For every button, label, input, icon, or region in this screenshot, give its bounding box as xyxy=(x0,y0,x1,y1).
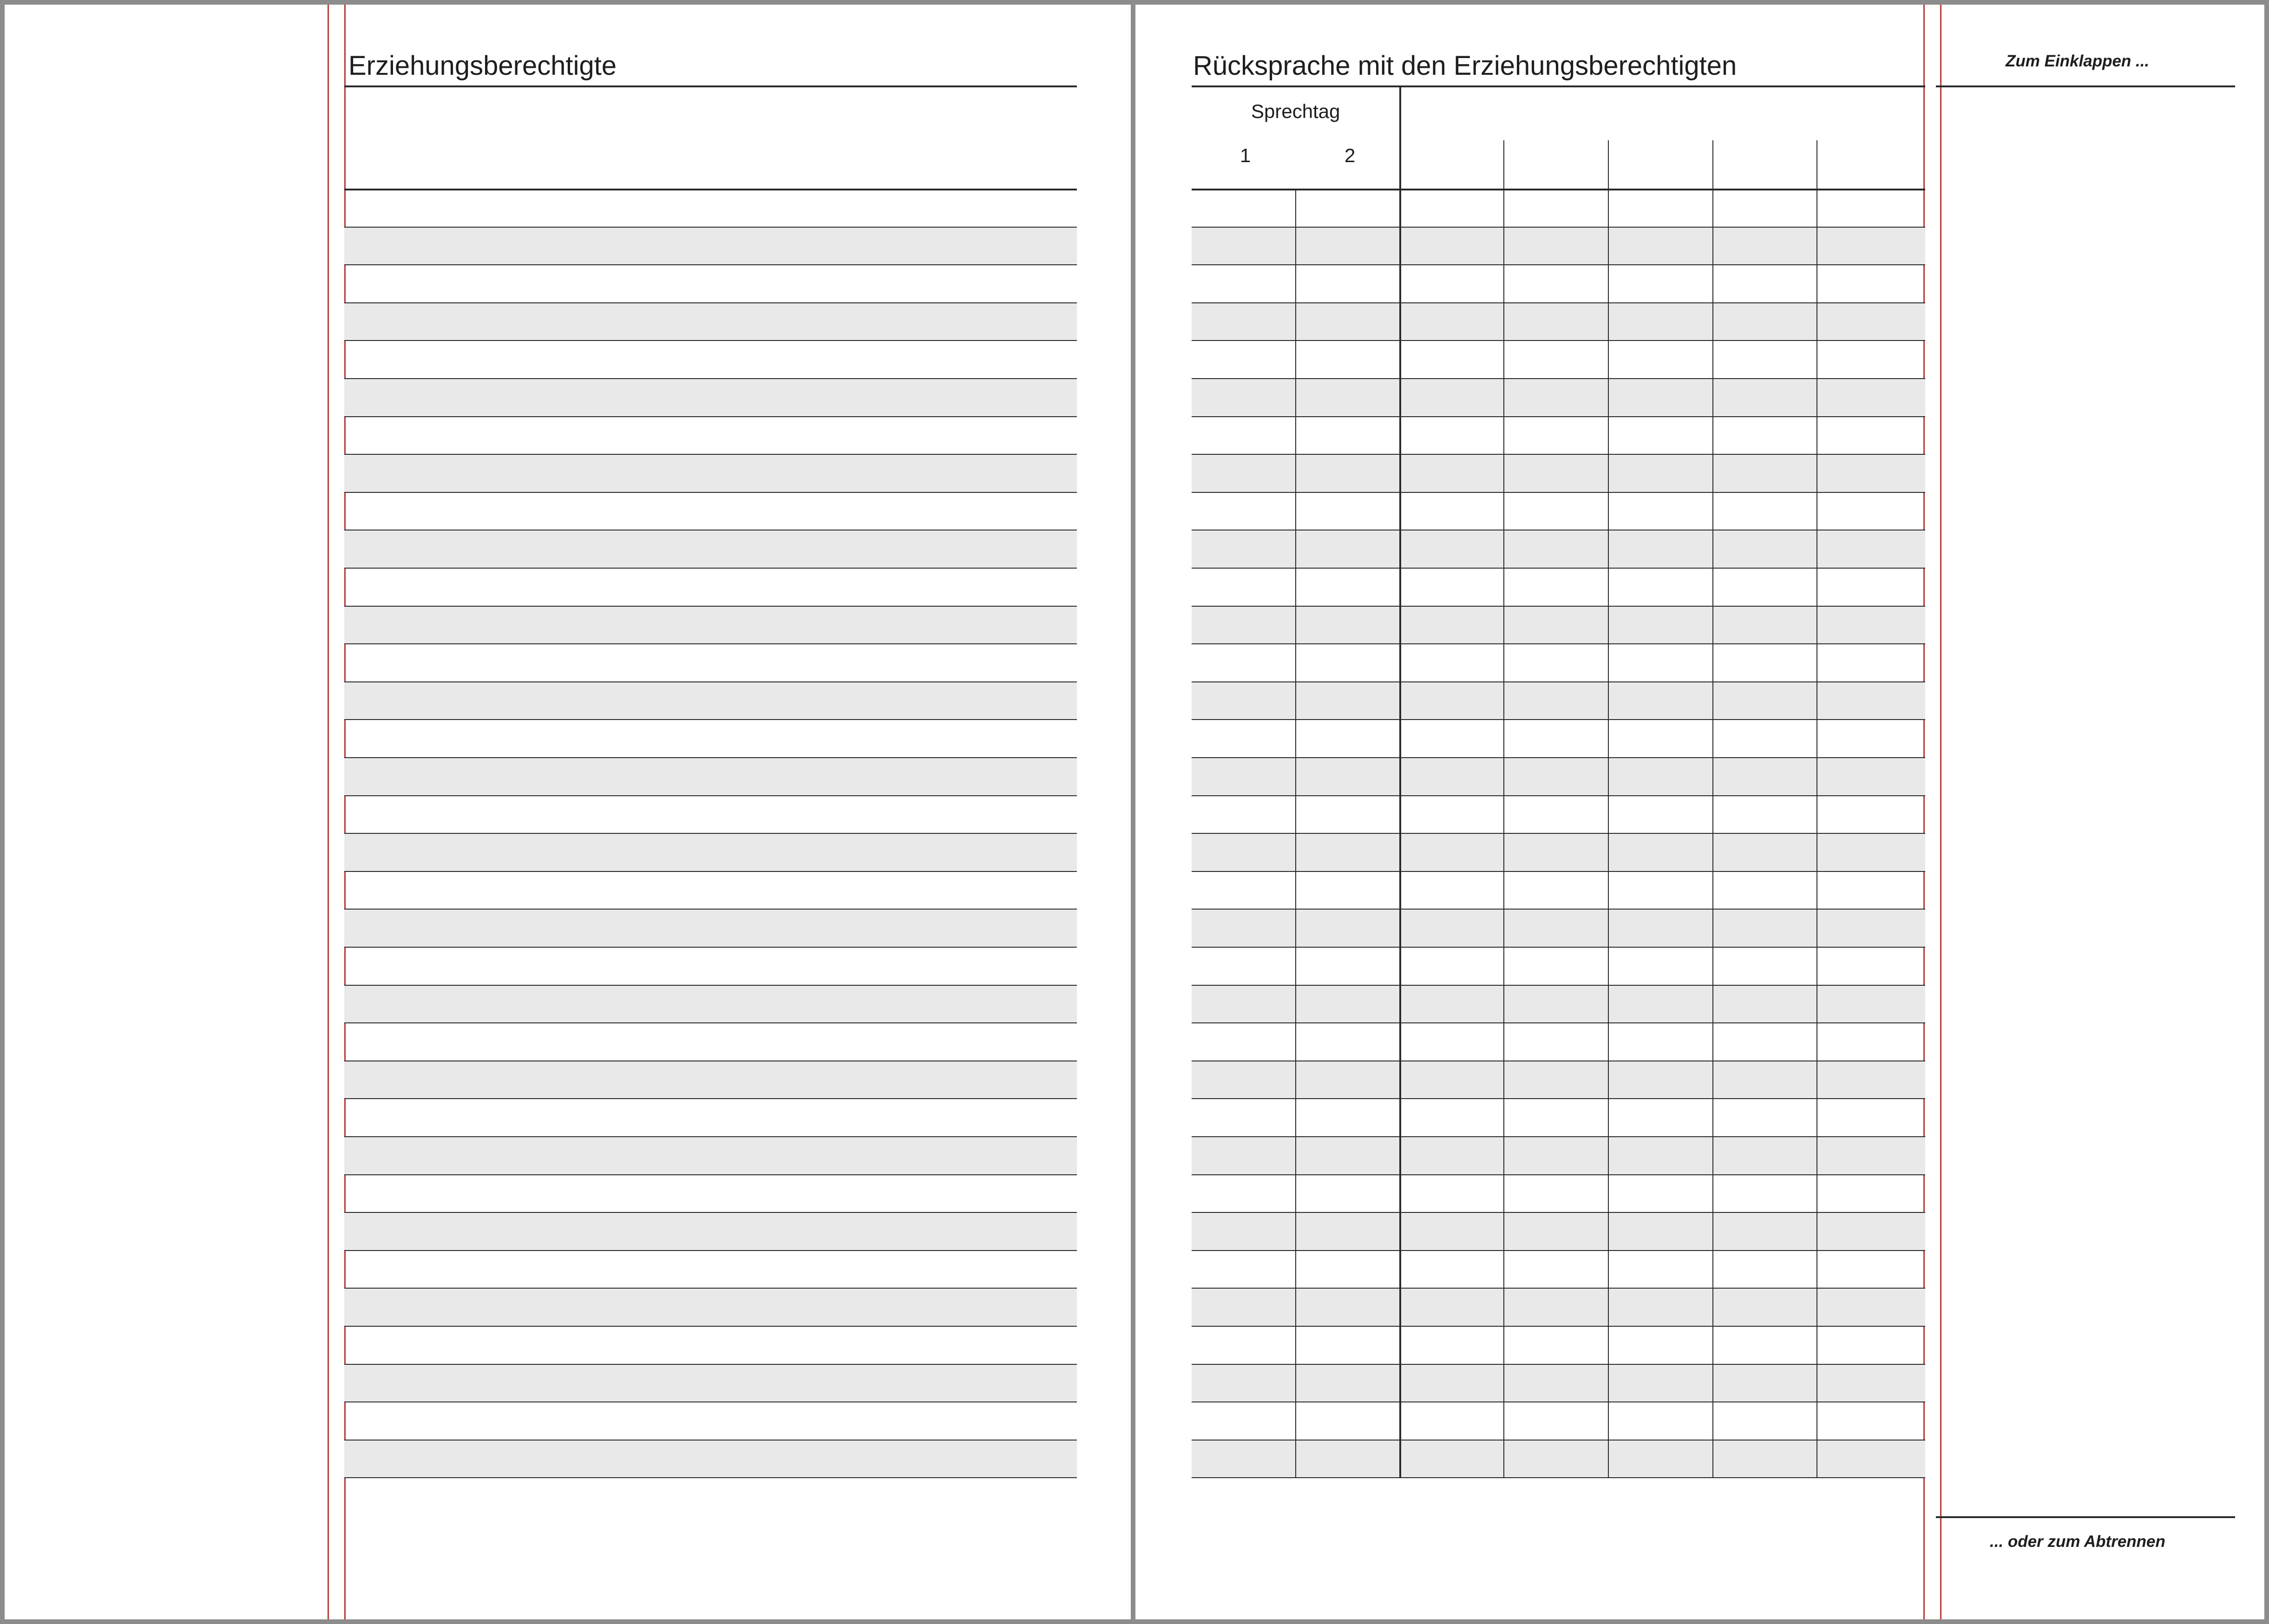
right-row-line xyxy=(1192,302,1925,303)
right-row-line xyxy=(1192,1174,1925,1175)
left-row-line xyxy=(344,378,1077,379)
right-shaded-row xyxy=(1192,302,1925,341)
left-row-line xyxy=(344,1022,1077,1023)
left-row-line xyxy=(344,833,1077,834)
right-title-rule xyxy=(1192,85,1925,87)
left-row-line xyxy=(344,1401,1077,1402)
left-shaded-row xyxy=(344,606,1077,644)
left-shaded-row xyxy=(344,302,1077,341)
right-row-line xyxy=(1192,833,1925,834)
right-shaded-row xyxy=(1192,530,1925,568)
right-shaded-row xyxy=(1192,454,1925,492)
right-row-line xyxy=(1192,1250,1925,1251)
left-row-line xyxy=(344,757,1077,758)
left-shaded-row xyxy=(344,1440,1077,1478)
right-row-line xyxy=(1192,1098,1925,1099)
right-row-line xyxy=(1192,985,1925,986)
left-header-rule xyxy=(344,189,1077,190)
left-row-line xyxy=(344,492,1077,493)
left-shaded-row xyxy=(344,227,1077,265)
right-row-line xyxy=(1192,378,1925,379)
right-shaded-row xyxy=(1192,1136,1925,1174)
tear-off-top-rule xyxy=(1936,85,2235,87)
left-row-line xyxy=(344,1288,1077,1289)
left-row-line xyxy=(344,1212,1077,1213)
right-shaded-row xyxy=(1192,1364,1925,1402)
left-row-line xyxy=(344,227,1077,228)
right-row-line xyxy=(1192,606,1925,607)
left-shaded-row xyxy=(344,833,1077,871)
left-shaded-row xyxy=(344,454,1077,492)
right-row-line xyxy=(1192,1364,1925,1365)
left-shaded-row xyxy=(344,1136,1077,1174)
left-row-line xyxy=(344,871,1077,872)
right-row-line xyxy=(1192,947,1925,948)
right-shaded-row xyxy=(1192,909,1925,947)
right-row-line xyxy=(1192,1326,1925,1327)
left-shaded-row xyxy=(344,1288,1077,1326)
right-row-line xyxy=(1192,719,1925,720)
left-margin-line-outer xyxy=(328,5,329,1619)
right-shaded-row xyxy=(1192,1288,1925,1326)
right-row-line xyxy=(1192,568,1925,569)
notes-column-divider xyxy=(1503,140,1504,1477)
right-shaded-row xyxy=(1192,1212,1925,1250)
right-row-line xyxy=(1192,1022,1925,1023)
left-row-line xyxy=(344,302,1077,303)
right-row-line xyxy=(1192,227,1925,228)
left-row-line xyxy=(344,606,1077,607)
left-row-line xyxy=(344,568,1077,569)
right-shaded-row xyxy=(1192,1061,1925,1099)
left-row-line xyxy=(344,795,1077,796)
right-row-line xyxy=(1192,1477,1925,1478)
sprechtag-col-1-label: 1 xyxy=(1240,144,1251,166)
left-title-rule xyxy=(344,85,1077,87)
right-row-line xyxy=(1192,757,1925,758)
center-fold xyxy=(1131,0,1135,1624)
left-row-line xyxy=(344,1364,1077,1365)
left-row-line xyxy=(344,719,1077,720)
right-row-line xyxy=(1192,264,1925,265)
left-shaded-row xyxy=(344,1061,1077,1099)
left-shaded-row xyxy=(344,985,1077,1023)
right-row-line xyxy=(1192,340,1925,341)
left-row-line xyxy=(344,681,1077,682)
left-row-line xyxy=(344,264,1077,265)
notes-column-divider xyxy=(1712,140,1713,1477)
sprechtag-col-2-label: 2 xyxy=(1344,144,1356,166)
right-row-line xyxy=(1192,416,1925,417)
right-row-line xyxy=(1192,1440,1925,1441)
left-row-line xyxy=(344,1136,1077,1137)
right-header-rule xyxy=(1192,189,1925,190)
left-row-line xyxy=(344,909,1077,910)
right-row-line xyxy=(1192,643,1925,644)
right-shaded-row xyxy=(1192,606,1925,644)
left-row-line xyxy=(344,416,1077,417)
right-row-line xyxy=(1192,871,1925,872)
sprechtag-separator xyxy=(1399,86,1401,1477)
left-row-line xyxy=(344,1326,1077,1327)
left-row-line xyxy=(344,947,1077,948)
left-shaded-row xyxy=(344,757,1077,795)
right-row-line xyxy=(1192,1288,1925,1289)
left-row-line xyxy=(344,1477,1077,1478)
right-row-line xyxy=(1192,681,1925,682)
left-row-line xyxy=(344,454,1077,455)
notes-column-divider xyxy=(1608,140,1609,1477)
sprechtag-label: Sprechtag xyxy=(1251,100,1340,122)
left-row-line xyxy=(344,340,1077,341)
left-shaded-row xyxy=(344,909,1077,947)
right-margin-line-inner xyxy=(1940,5,1941,1619)
right-row-line xyxy=(1192,454,1925,455)
right-shaded-row xyxy=(1192,833,1925,871)
right-row-line xyxy=(1192,1401,1925,1402)
page-frame-right xyxy=(2264,0,2269,1624)
left-shaded-row xyxy=(344,378,1077,416)
right-row-line xyxy=(1192,795,1925,796)
right-row-line xyxy=(1192,1136,1925,1137)
left-shaded-row xyxy=(344,1212,1077,1250)
left-row-line xyxy=(344,1174,1077,1175)
page-frame-left xyxy=(0,0,5,1624)
right-shaded-row xyxy=(1192,1440,1925,1478)
left-row-line xyxy=(344,643,1077,644)
left-shaded-row xyxy=(344,681,1077,720)
left-row-line xyxy=(344,1098,1077,1099)
left-row-line xyxy=(344,985,1077,986)
left-shaded-row xyxy=(344,530,1077,568)
left-shaded-row xyxy=(344,1364,1077,1402)
left-row-line xyxy=(344,1250,1077,1251)
sprechtag-column-divider xyxy=(1295,189,1296,1477)
tear-off-bottom-rule xyxy=(1936,1516,2235,1518)
right-row-line xyxy=(1192,909,1925,910)
fold-note-bottom: ... oder zum Abtrennen xyxy=(1990,1532,2165,1551)
right-shaded-row xyxy=(1192,227,1925,265)
right-row-line xyxy=(1192,492,1925,493)
left-page-title: Erziehungsberechtigte xyxy=(348,51,617,81)
left-row-line xyxy=(344,1440,1077,1441)
right-shaded-row xyxy=(1192,757,1925,795)
right-shaded-row xyxy=(1192,378,1925,416)
right-row-line xyxy=(1192,1212,1925,1213)
right-shaded-row xyxy=(1192,681,1925,720)
right-page-title: Rücksprache mit den Erziehungsberechtigten xyxy=(1193,51,1737,81)
fold-note-top: Zum Einklappen ... xyxy=(2006,52,2150,70)
right-shaded-row xyxy=(1192,985,1925,1023)
